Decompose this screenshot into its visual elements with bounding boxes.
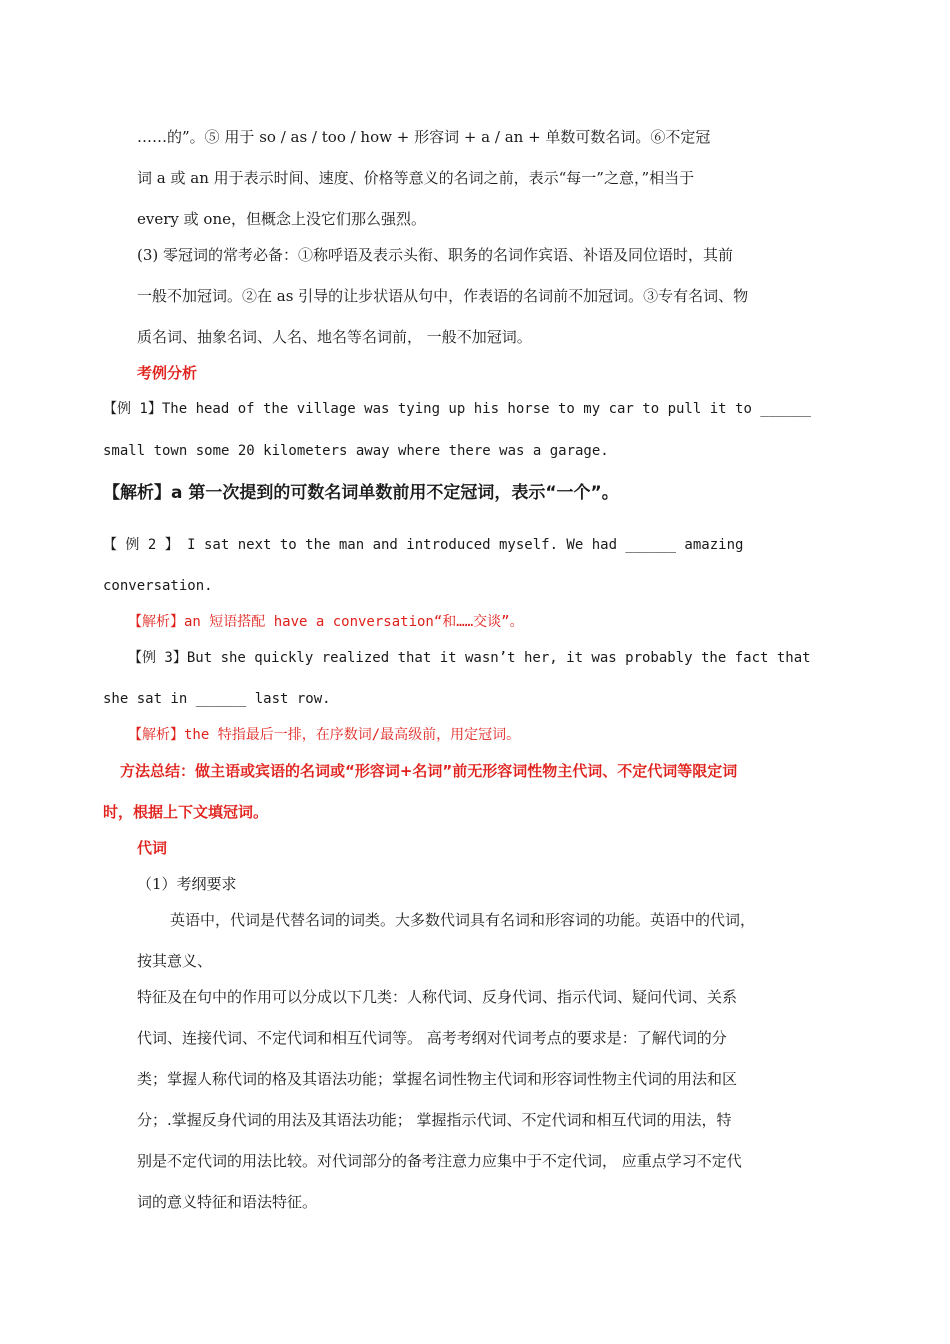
- pronoun-paragraph-line-1: 英语中，代词是代替名词的词类。大多数代词具有名词和形容词的功能。英语中的代词，: [170, 911, 756, 929]
- example-1-line-1: 【例 1】The head of the village was tying up his horse to my car to pull it to ______: [103, 401, 811, 417]
- zero-article-line-1: (3) 零冠词的常考必备：①称呼语及表示头衔、职务的名词作宾语、补语及同位语时，其前: [137, 246, 734, 264]
- example-2-line-2: conversation.: [103, 578, 213, 594]
- article-usage-line-3: every 或 one，但概念上没它们那么强烈。: [137, 210, 426, 228]
- article-usage-line-2: 词 a 或 an 用于表示时间、速度、价格等意义的名词之前，表示“每一”之意，”相当于: [137, 169, 695, 187]
- pronoun-paragraph-line-4: 代词、连接代词、不定代词和相互代词等。 高考考纲对代词考点的要求是：了解代词的分: [137, 1029, 727, 1047]
- method-summary-line-1: 方法总结：做主语或宾语的名词或“形容词+名词”前无形容词性物主代词、不定代词等限定词: [120, 762, 738, 780]
- pronoun-paragraph-line-6: 分；.掌握反身代词的用法及其语法功能； 掌握指示代词、不定代词和相互代词的用法，特: [137, 1111, 732, 1129]
- pronoun-paragraph-line-5: 类；掌握人称代词的格及其语法功能；掌握名词性物主代词和形容词性物主代词的用法和区: [137, 1070, 738, 1088]
- example-1-answer: 【解析】a 第一次提到的可数名词单数前用不定冠词，表示“一个”。: [103, 483, 619, 503]
- example-1-line-2: small town some 20 kilometers away where there was a garage.: [103, 443, 609, 459]
- zero-article-line-2: 一般不加冠词。②在 as 引导的让步状语从句中，作表语的名词前不加冠词。③专有名词、物: [137, 287, 749, 305]
- example-3-line-2: she sat in ______ last row.: [103, 691, 331, 707]
- example-3-line-1: 【例 3】But she quickly realized that it wasn’t her, it was probably the fact that: [128, 650, 811, 666]
- pronoun-heading: 代词: [137, 839, 168, 857]
- example-2-line-1: 【 例 2 】 I sat next to the man and introduced myself. We had ______ amazing: [103, 537, 744, 553]
- pronoun-paragraph-line-8: 词的意义特征和语法特征。: [137, 1193, 318, 1211]
- pronoun-paragraph-line-3: 特征及在句中的作用可以分成以下几类：人称代词、反身代词、指示代词、疑问代词、关系: [137, 988, 738, 1006]
- example-2-answer: 【解析】an 短语搭配 have a conversation“和……交谈”。: [128, 614, 524, 630]
- example-analysis-heading: 考例分析: [137, 364, 198, 382]
- method-summary-line-2: 时，根据上下文填冠词。: [103, 803, 269, 821]
- syllabus-subheading: （1）考纲要求: [137, 875, 237, 893]
- pronoun-paragraph-line-7: 别是不定代词的用法比较。对代词部分的备考注意力应集中于不定代词， 应重点学习不定代: [137, 1152, 742, 1170]
- zero-article-line-3: 质名词、抽象名词、人名、地名等名词前， 一般不加冠词。: [137, 328, 532, 346]
- article-usage-line-1: ……的”。⑤ 用于 so / as / too / how + 形容词 + a / an + 单数可数名词。⑥不定冠: [137, 128, 711, 146]
- pronoun-paragraph-line-2: 按其意义、: [137, 952, 213, 970]
- example-3-answer: 【解析】the 特指最后一排，在序数词/最高级前，用定冠词。: [128, 727, 521, 743]
